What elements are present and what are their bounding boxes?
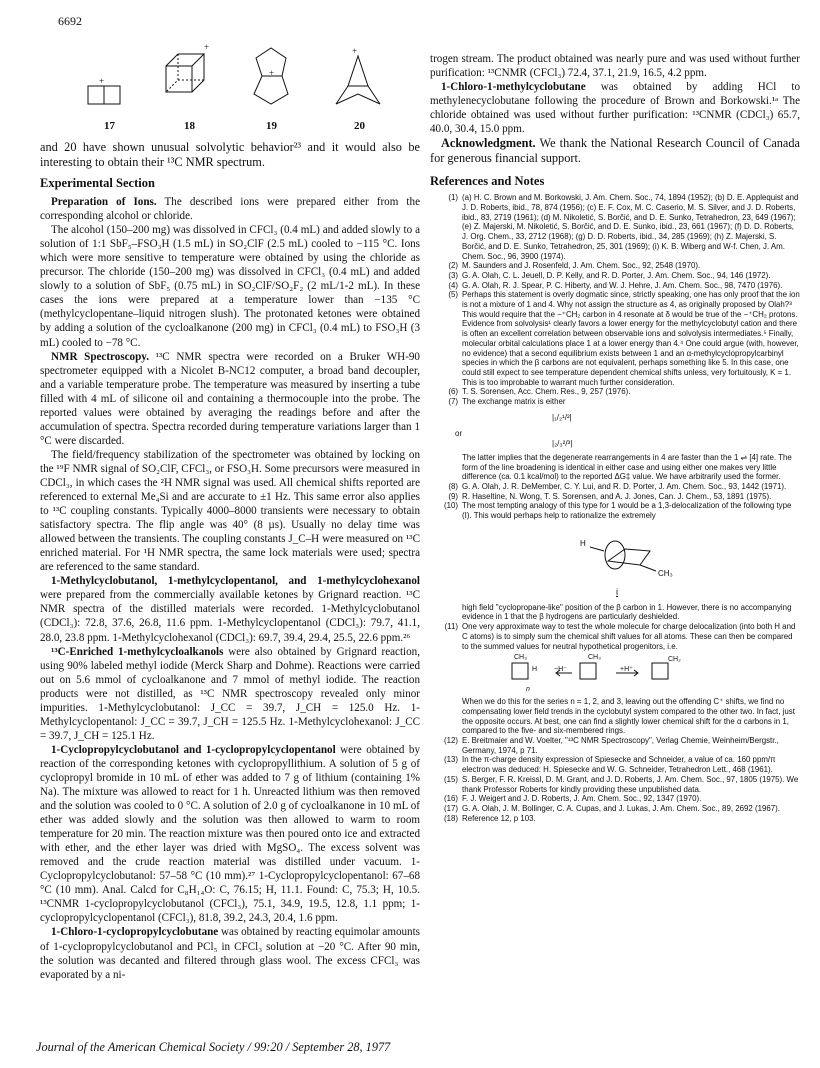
reference-number: (11) (444, 622, 458, 632)
reference-item (430, 697, 800, 736)
references-note-10 (430, 603, 800, 652)
references-list-2 (430, 482, 800, 521)
reference-item (430, 453, 800, 482)
structure-figures (66, 36, 416, 136)
reference-text: R. Haseltine, N. Wong, T. S. Sorensen, and A. J. Jones, Can. J. Chem., 53, 1891 (1975). (462, 491, 772, 501)
reference-number: (6) (448, 387, 458, 397)
reference-number: (1) (448, 193, 458, 203)
svg-text:+: + (352, 46, 358, 56)
exchange-matrix (430, 407, 800, 453)
paragraph-head: Preparation of Ions. (51, 196, 157, 209)
structures-drawing (66, 36, 416, 120)
reference-item (430, 814, 800, 824)
structure-17-ring-a (88, 86, 104, 104)
paragraph-preparation (40, 195, 420, 223)
reference-item (430, 492, 800, 502)
ring-3 (652, 663, 668, 679)
progenitor-h: H (532, 666, 538, 674)
reference-text: high field "cyclopropane-like" position of the β carbon in 1. However, there is no accompanying evidence in 1 that the β hydrogens are particularly deshielded. (462, 602, 792, 622)
reference-item (430, 290, 800, 387)
reference-text: The latter implies that the degenerate rearrangements in 4 are faster than the 1 ⇌ [4] rate. The form of the line broadening is identical in either case and using either one makes very little difference (ca. 0.1 kcal/mol) to the reported ΔG‡ value. We have arbitrarily used the former. (462, 452, 792, 482)
figure-i-drawing (430, 521, 800, 603)
structure-label-19: 19 (266, 120, 277, 132)
left-column (40, 140, 420, 982)
reference-text: F. J. Weigert and J. D. Roberts, J. Am. Chem. Soc., 92, 1347 (1970). (462, 794, 702, 804)
paragraph-enriched (40, 645, 420, 743)
journal-footer: Journal of the American Chemical Society / 99:20 / September 28, 1977 (36, 1040, 391, 1054)
reference-item (430, 755, 800, 774)
references-note-11 (430, 697, 800, 736)
reference-item (430, 397, 800, 407)
ring-1 (512, 663, 528, 679)
acknowledgment (430, 136, 800, 166)
reference-item (430, 736, 800, 755)
page-number: 6692 (58, 14, 82, 28)
paragraph-text: was obtained by adding HCl to methylenecyclobutane following the procedure of Brown and Borkowski.¹ᵃ The chloride obtained was used without further purification: ¹³CNMR (CDCl₃) 65.7, 40.0, 30.4, 15.0 ppm. (430, 81, 800, 136)
paragraph-chloro (40, 925, 420, 981)
ring-face (608, 549, 650, 565)
paragraph-head: ¹³C-Enriched 1-methylcycloalkanols (51, 645, 224, 658)
reference-text: The most tempting analogy of this type for 1 would be a 1,3-delocalization of the following type (I). This would perhaps help to rationalize the extremely (462, 501, 792, 521)
reference-number: (8) (448, 481, 458, 491)
paragraph-head: 1-Cyclopropylcyclobutanol and 1-cyclopropylcyclopentanol (51, 743, 336, 756)
structure-20-frame (336, 56, 380, 104)
reference-text: T. S. Sorensen, Acc. Chem. Res., 9, 257 (1976). (462, 387, 631, 397)
paragraph-alcohol: The alcohol (150–200 mg) was dissolved in CFCl₃ (0.4 mL) and added slowly to a solution of 1:1 SbF₅–FSO₃H (1.5 mL) in SO₂ClF (2.5 mL) cooled to −115 °C. Ions which were more sensitive to temperature were obtained by using the chloride as precursor. The chloride (150–200 mg) was dissolved in CFCl₃ (0.4 mL) and added slowly to a solution of SbF₅ (0.75 mL) in SO₂ClF/SO₂F₂ (2 mL/1-2 mL). In these cases the ions were prepared at a temperature lower than −135 °C (methylcyclopentane–liquid nitrogen slush). The protonated ketones were obtained by adding a solution of the cycloalkanone (200 mg) in CFCl₃ (0.4 mL) to FSO₃H (3 mL) cooled to −78 °C. (40, 224, 420, 349)
reference-item (430, 281, 800, 291)
paragraph-text: were obtained by reaction of the corresponding ketones with cyclopropyllithium. A solution of 5 g of cyclopropyl bromide in 10 mL of ether was added to 7 g of lithium (containing 1% Na). The mixture was allowed to react for 1 h. Unreacted lithium was then removed and the solution was cooled to 0 °C. A solution of 2.0 g of cycloalkanone in 10 mL of ether was added slowly and the solution was then allowed to warm to room temperature for 20 min. The reaction mixture was then poured onto ice and extracted with ether, and the ether layer was dried with MgSO₄. The excess solvent was removed and the crude reaction material was distilled under vacuum. 1-Cyclopropylcyclobutanol: 57–58 °C (10 mm).²⁷ 1-Cyclopropylcyclopentanol: 67–68 °C (10 mm). Anal. Calcd for C₈H₁₄O: C, 76.15; H, 11.1. Found: C, 75.3; H, 10.5. ¹³CNMR 1-cyclopropylcyclobutanol (CFCl₃), 75.1, 34.9, 19.5, 12.8, 1.1 ppm; 1-cyclopropylcyclopentanol (CFCl₃), 81.8, 39.2, 24.3, 20.4, 1.6 ppm. (40, 743, 420, 925)
paragraph-cyclopropyl (40, 743, 420, 926)
references-note-7 (430, 453, 800, 482)
reference-number: (17) (443, 803, 458, 813)
reference-item (430, 482, 800, 492)
paragraph-text: were prepared from the commercially available ketones by Grignard reaction. ¹³C NMR spectra of the distilled materials were recorded. 1-Methylcyclobutanol (CDCl₃): 72.8, 37.6, 26.8, 11.6 ppm. 1-Methylcyclopentanol (CDCl₃): 79.7, 41.1, 28.0, 23.8 ppm. 1-Methylcyclohexanol (CDCl₃): 69.7, 39.4, 29.4, 25.5, 22.6 ppm.²⁶ (40, 589, 420, 644)
paragraph-chloro-methyl (430, 80, 800, 136)
reference-number: (2) (448, 261, 458, 271)
reference-item (430, 387, 800, 397)
reference-number: (3) (448, 270, 458, 280)
reference-text: G. A. Olah, J. M. Bollinger, C. A. Cupas, and J. Lukas, J. Am. Chem. Soc., 89, 2692 (1967). (462, 803, 780, 813)
reference-text: M. Saunders and J. Rosenfeld, J. Am. Chem. Soc., 92, 2548 (1970). (462, 261, 701, 271)
svg-text:+: + (99, 76, 105, 86)
reference-text: In the π-charge density expression of Spiesecke and Schneider, a value of ca. 160 ppm/π electron was deduced: H. Spiesecke and W. G. Schneider, Tetrahedron Lett., 468 (1961). (462, 755, 776, 775)
paragraph-head: NMR Spectroscopy. (51, 350, 149, 363)
paragraph-text: ¹³C NMR spectra were recorded on a Bruker WH-90 spectrometer equipped with a Nicolet B-NC12 computer, a broad band decoupler, and a variable temperature probe. The temperature was measured by inserting a tube filled with 4 mL of silicone oil and containing a thermocouple into the probe. The reported values were obtained by averaging the readings before and after the accumulation of spectra. Spectra recorded during temperature variations larger than 1 °C were discarded. (40, 350, 420, 447)
paragraph-nmr (40, 350, 420, 448)
paragraph-methyl (40, 574, 420, 644)
paragraph-head: 1-Methylcyclobutanol, 1-methylcyclopentanol, and 1-methylcyclohexanol (51, 575, 420, 588)
references-title: References and Notes (430, 174, 545, 189)
section-title-experimental: Experimental Section (40, 176, 155, 190)
reference-item (430, 603, 800, 622)
references-list (430, 193, 800, 406)
reference-text: One very approximate way to test the whole molecule for charge delocalization (into both H and C atoms) is to simply sum the chemical shift values for all atoms. These can then be compared to the summed values for neutral hypothetical progenitors, i.e. (462, 622, 796, 651)
figure-i-h-label: H (580, 538, 586, 548)
reference-item (430, 804, 800, 814)
matrix-or: or (455, 428, 463, 438)
reference-text: When we do this for the series n = 1, 2, and 3, leaving out the offending C⁺ shifts, we find no compensating lower field trends in the cyclobutyl system compared to the other two. In fact, just the opposite occurs. At best, one can find a slightly lower chemical shift for the α carbons in 1, compared to the five- and six-membered rings. (462, 697, 795, 736)
reference-text: G. A. Olah, J. R. DeMember, C. Y. Lui, and R. D. Porter, J. Am. Chem. Soc., 93, 1442 (1971). (462, 481, 787, 491)
figure-progenitors (430, 651, 800, 697)
reference-number: (12) (443, 736, 458, 746)
progenitor-ch3-b: CH₃ (588, 654, 601, 662)
reference-number: (5) (448, 290, 458, 300)
structure-17-ring-b (104, 86, 120, 104)
reference-item (430, 622, 800, 651)
right-column (430, 52, 800, 823)
reference-item (430, 193, 800, 261)
reference-number: (9) (448, 491, 458, 501)
paragraph-text: was obtained by reacting equimolar amounts of 1-cyclopropylcyclobutanol and PCl₅ in CFCl₃ solution at −20 °C. After 90 min, the solution was decanted and filtered through glass wool. The excess CFCl₃ was evaporated by a ni- (40, 926, 420, 981)
reference-number: (13) (443, 755, 458, 765)
paragraph-field: The field/frequency stabilization of the spectrometer was obtained by locking on the ¹⁹F NMR signal of SO₂ClF, CFCl₃, or FSO₃H. Some precursors were measured in CDCl₃, in which cases the ²H NMR signal was used. All chemical shifts reported are referenced to external Me₄Si and are accurate to ±1 Hz. This same error also applies to ¹³C coupling constants. Typically 4000–8000 transients were necessary to obtain satisfactory spectra. The flip angle was 40° (8 µs). Usually no delay time was allowed between the transients. The coupling constants J_C–H were measured on ¹³C enriched material. For ¹H NMR spectra, the same lock materials were used; spectra are referenced to the same standard. (40, 448, 420, 574)
paragraph-head: 1-Chloro-1-cyclopropylcyclobutane (51, 926, 219, 939)
structure-18-top (166, 54, 204, 66)
reference-item (430, 261, 800, 271)
intro-text: and 20 have shown unusual solvolytic behavior²³ and it would also be interesting to obtain their ¹³C NMR spectrum. (40, 140, 420, 169)
reference-text: Perhaps this statement is overly dogmatic since, strictly speaking, one has only proof that the ion is not a mixture of 1 and 4. Why not assign the structure as 4, as originally proposed by Olah?³ This would require that the −⁺CH₂ carbon in 4 resonate at δ would be true of the −⁺CH₂ protons. Evidence from solvolysis¹ clearly favors a lower energy for the methylcyclobutyl cation and there is often an excellent correlation between observable ions and solvolysis intermediates.⁵ Finally, molecular orbital calculations place 1 at a lower energy than 4.⁴ One could argue (with, however, no evidence) that a second equilibrium exists between 1 and an α-methylcyclopropylcarbinyl species in which the β carbons are not equivalent, perhaps something like 5. In this case, one could still expect to see temperature dependent chemical shifts unless, very fortuitously, K = 1. This is too improbable to warrant much further consideration. (462, 290, 800, 387)
matrix-2: |₂/₃²/³| (552, 438, 573, 448)
reference-text: The exchange matrix is either (462, 397, 566, 407)
reference-number: (15) (443, 774, 458, 784)
reference-text: G. A. Olah, R. J. Spear, P. C. Hiberty, and W. J. Hehre, J. Am. Chem. Soc., 98, 7470 (1976). (462, 280, 783, 290)
svg-text:+: + (204, 42, 210, 52)
paragraph-nitrogen: trogen stream. The product obtained was nearly pure and was used without further purification: ¹³CNMR (CFCl₃) 72.4, 37.1, 21.9, 16.5, 4.2 ppm. (430, 53, 800, 80)
acknowledgment-head: Acknowledgment. (441, 136, 536, 151)
matrix-1: |₁/₂¹/²| (552, 412, 572, 422)
ring-2 (580, 663, 596, 679)
reference-item (430, 271, 800, 281)
figure-i-ch3-label: CH₃ (658, 568, 673, 578)
reference-number: (4) (448, 280, 458, 290)
structure-label-17: 17 (104, 120, 115, 132)
svg-text:+: + (269, 68, 275, 78)
structure-label-20: 20 (354, 120, 365, 132)
progenitor-ch3-a: CH₃ (514, 654, 527, 662)
paragraph-text: The described ions were prepared either from the corresponding alcohol or chloride. (40, 196, 420, 223)
reference-text: G. A. Olah, C. L. Jeuell, D. P. Kelly, and R. D. Porter, J. Am. Chem. Soc., 94, 146 (1972). (462, 270, 771, 280)
reference-text: E. Breitmaier and W. Voelter, "¹³C NMR Spectroscopy", Verlag Chemie, Weinheim/Bergstr., Germany, 1974, p 71. (462, 736, 779, 755)
progenitor-n: n (526, 686, 530, 694)
figure-progenitors-drawing (430, 651, 800, 697)
progenitor-minus-h: −H⁻ (554, 666, 567, 674)
references-list-3 (430, 736, 800, 823)
reference-item (430, 794, 800, 804)
reference-text: (a) H. C. Brown and M. Borkowski, J. Am. Chem. Soc., 74, 1894 (1952); (b) D. E. Applequist and J. D. Roberts, ibid., 78, 874 (1956); (c) E. F. Cox, M. C. Caserio, M. S. Silver, and J. D. Roberts, ibid., 83, 2719 (1961); (d) M. Nikoletić, S. Borčić, and D. E. Sunko, Tetrahedron, 23, 649 (1967); (e) Z. Majerski, M. Nikoletić, S. Borčić, and D. E. Sunko, ibid., 23, 661 (1967); (f) D. D. Roberts, J. Org. Chem., 33, 2712 (1968); (g) D. D. Roberts, ibid., 34, 285 (1969); (h) Z. Majerski, S. Borčić, and D. E. Sunko, Tetrahedron, 25, 301 (1969); (i) K. B. Wiberg and W-f. Chen, J. Am. Chem. Soc., 96, 3900 (1974). (462, 193, 799, 261)
reference-text: Reference 12, p 103. (462, 813, 536, 823)
reference-number: (16) (443, 794, 458, 804)
paragraph-text: were also obtained by Grignard reaction, using 90% labeled methyl iodide (Merck Sharp and Dohme). Reactions were carried out on 5.6 mmol of cycloalkanone and 7 mmol of methyl iodide. The reaction products were not distilled, as ¹³C NMR spectroscopy revealed only minor impurities. 1-Methylcyclobutanol: J_CC = 39.7, J_CH = 125.0 Hz. 1-Methylcyclopentanol: J_CC = 39.7, J_CH = 125.5 Hz. 1-Methylcyclohexanol: J_CC = 39.7, J_CH = 125.1 Hz. (40, 645, 420, 742)
reference-item (430, 775, 800, 794)
reference-number: (7) (448, 397, 458, 407)
figure-i (430, 521, 800, 603)
paragraph-head: 1-Chloro-1-methylcyclobutane (441, 81, 586, 94)
acknowledgment-text: We thank the National Research Council of Canada for generous financial support. (430, 136, 800, 166)
orbital-lobe (605, 541, 625, 569)
reference-item (430, 501, 800, 520)
reference-text: S. Berger, F. R. Kreissl, D. M. Grant, and J. D. Roberts, J. Am. Chem. Soc., 97, 1805 (1975). We thank Professor Roberts for kindly providing these unpublished data. (462, 774, 799, 794)
reference-number: (18) (443, 813, 458, 823)
progenitor-plus-h: +H⁺ (620, 666, 633, 674)
structure-label-18: 18 (184, 120, 195, 132)
progenitor-ch2: CH₂ (668, 656, 681, 664)
reference-number: (10) (443, 501, 458, 511)
figure-i-label: i (616, 586, 618, 597)
